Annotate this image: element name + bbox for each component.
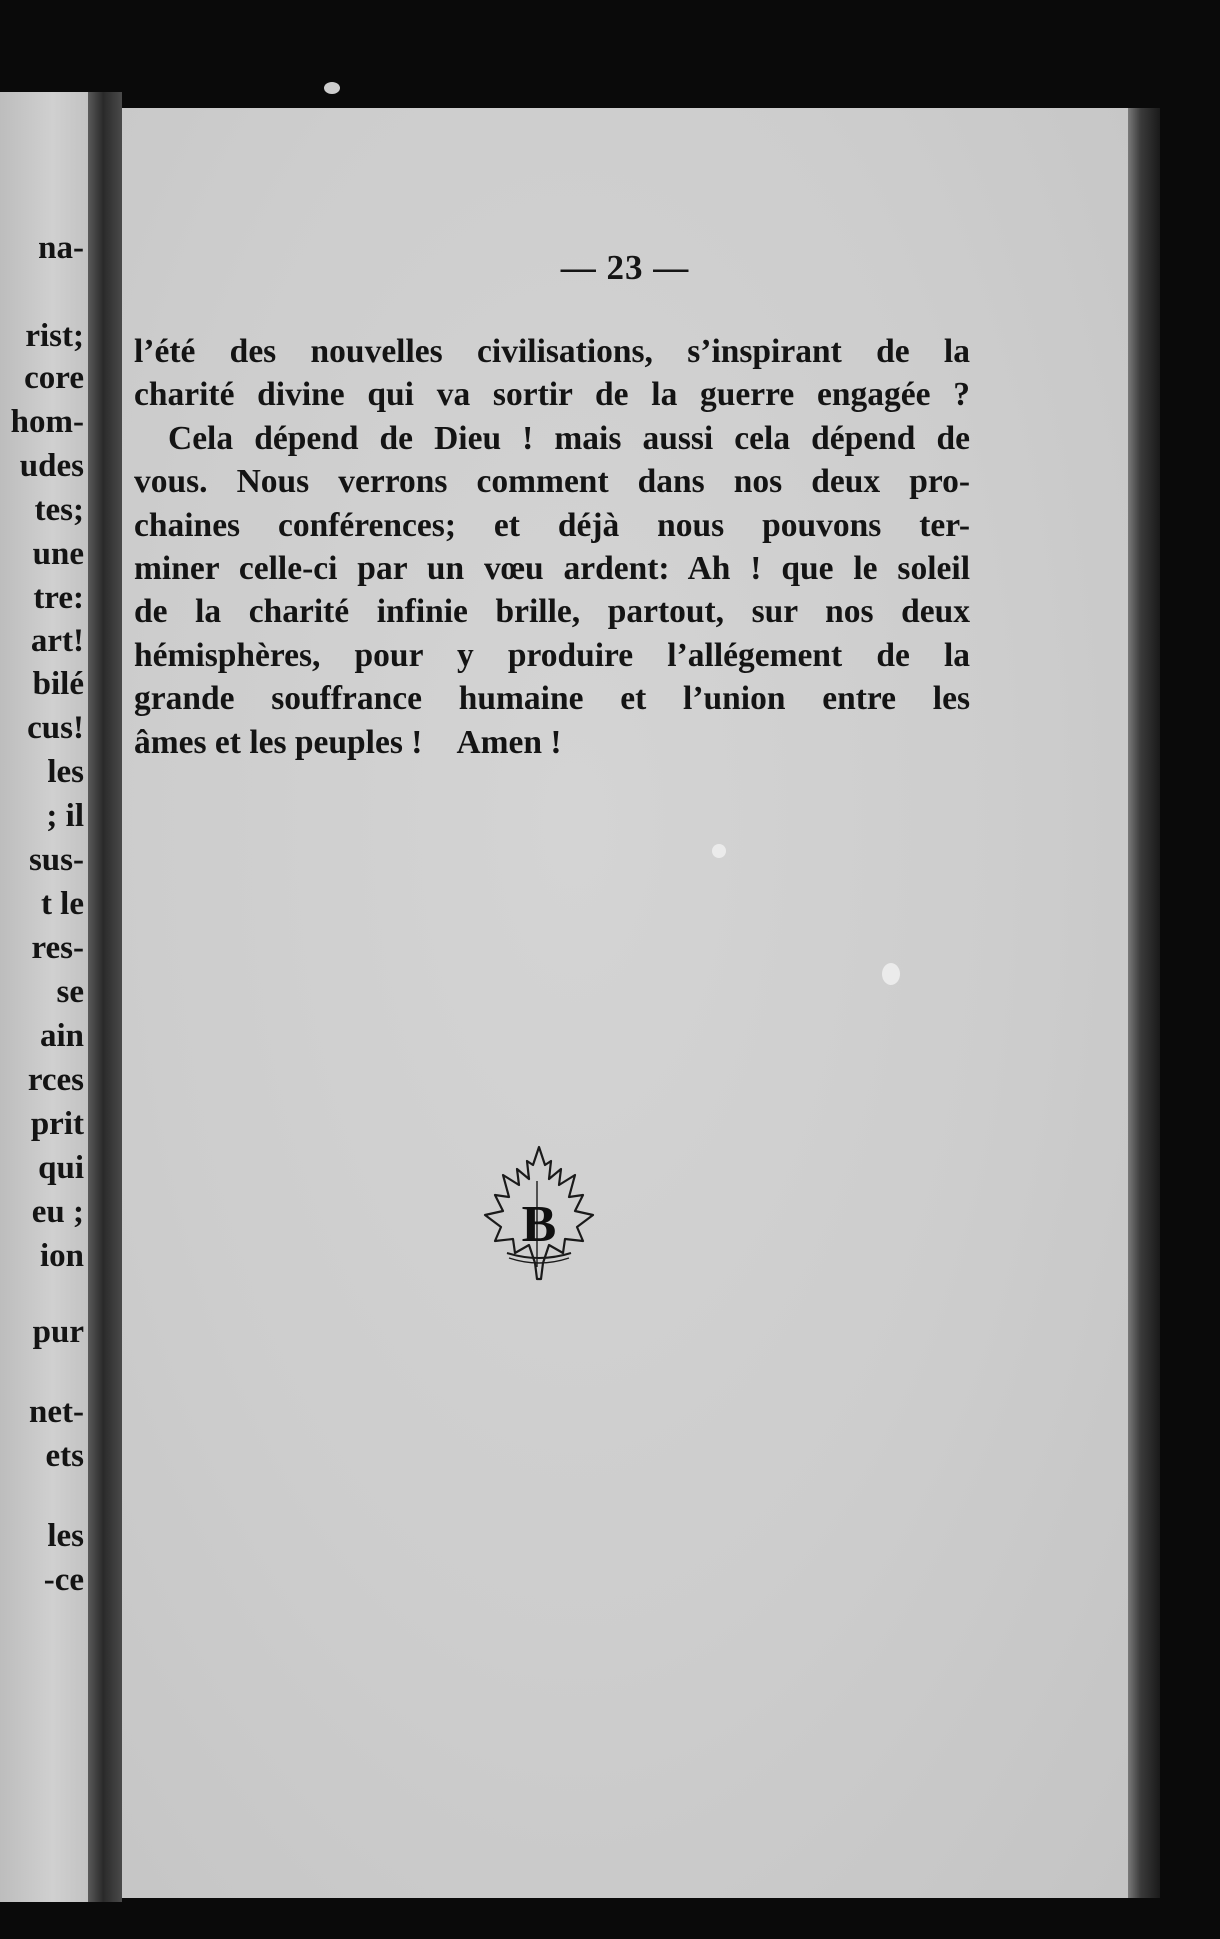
text-line: de la charité infinie brille, partout, sur nos deux [134, 593, 970, 631]
left-page-line: art! [30, 623, 84, 659]
left-page-line: res- [31, 930, 84, 966]
book-gutter [88, 92, 122, 1902]
left-page-line: les [47, 754, 84, 790]
text-line: vous. Nous verrons comment dans nos deux pro- [134, 463, 970, 501]
body-text [134, 330, 970, 764]
emblem-letter: B [521, 1196, 557, 1253]
left-page-line: ion [39, 1238, 84, 1274]
left-page-line: qui [38, 1150, 84, 1186]
book-page [122, 108, 1128, 1898]
maple-leaf-emblem-icon [479, 1145, 599, 1290]
left-page-line: bilé [32, 666, 84, 702]
left-page-line: hom- [10, 404, 84, 440]
text-line: l’été des nouvelles civilisations, s’inspirant de la [134, 333, 970, 370]
dust-speck [324, 82, 340, 94]
left-page-line: rces [27, 1062, 84, 1098]
left-page-line: tre: [33, 580, 84, 616]
final-sentence: âmes et les peuples ! [134, 723, 423, 761]
left-page-line: ets [45, 1438, 84, 1474]
left-page-line: tes; [34, 492, 84, 528]
left-page-line: prit [30, 1106, 84, 1142]
left-page-line: cus! [27, 710, 84, 746]
left-page-line: na- [38, 230, 84, 266]
left-page-line: -ce [43, 1562, 84, 1598]
text-line: grande souffrance humaine et l’union entre les [134, 680, 970, 718]
left-page-line: ; il [46, 798, 84, 834]
left-page-line: sus- [28, 842, 84, 878]
amen-closing: Amen ! [456, 723, 562, 761]
left-page-line: pur [32, 1314, 84, 1350]
text-line: hémisphères, pour y produire l’allégement de la [134, 636, 970, 674]
left-page-line: net- [29, 1394, 84, 1430]
left-page-line: une [32, 536, 84, 572]
dust-speck [882, 963, 900, 985]
text-line-final [134, 721, 970, 764]
left-page-line: les [47, 1518, 84, 1554]
left-page-line: ain [39, 1018, 84, 1054]
page-edge [1128, 108, 1160, 1898]
left-page-line: se [56, 974, 84, 1010]
dust-speck [712, 844, 726, 858]
text-line: miner celle-ci par un vœu ardent: Ah ! que le soleil [134, 549, 970, 587]
left-page-fragment [0, 92, 88, 1902]
left-page-line: eu ; [31, 1194, 84, 1230]
page-number: — 23 — [560, 248, 690, 287]
text-line: charité divine qui va sortir de la guerre engagée ? [134, 376, 970, 414]
left-page-line: udes [19, 448, 84, 484]
left-page-line: rist; [25, 318, 84, 354]
left-page-line: t le [40, 886, 84, 922]
text-line: chaines conférences; et déjà nous pouvons ter- [134, 506, 970, 544]
text-line: Cela dépend de Dieu ! mais aussi cela dépend de [168, 419, 970, 457]
left-page-line: core [24, 360, 84, 396]
